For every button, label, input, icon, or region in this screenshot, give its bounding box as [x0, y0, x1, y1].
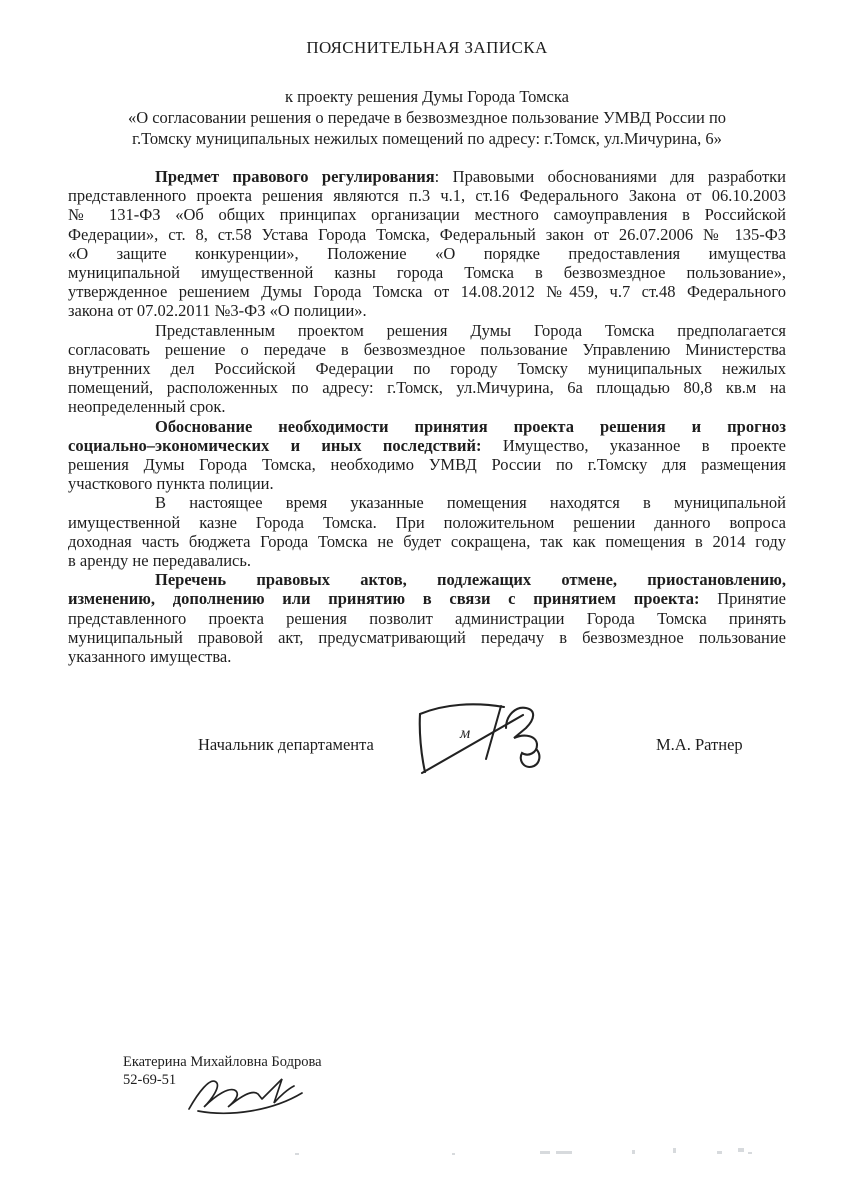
contact-phone: 52-69-51: [123, 1072, 177, 1089]
text-line: закона от 07.02.2011 №3-ФЗ «О полиции».: [68, 301, 367, 321]
document-body: [68, 167, 786, 666]
text-line: Федерации», ст. 8, ст.58 Устава Города Томска, Федеральный закон от 26.07.2006 № 135-ФЗ: [68, 224, 786, 244]
signature-row: [68, 702, 786, 787]
paragraph: [68, 167, 786, 321]
scan-artifact: [717, 1151, 722, 1154]
subtitle-line: г.Томску муниципальных нежилых помещений по адресу: г.Томск, ул.Мичурина, 6»: [132, 129, 722, 148]
paragraph: [68, 417, 786, 494]
scan-artifact: [673, 1148, 676, 1153]
text-line: имущественной казне Города Томска. При положительном решении данного вопроса: [68, 512, 786, 532]
paragraph: [68, 493, 786, 570]
text-line: представленного проекта решения являются п.3 ч.1, ст.16 Федерального Закона от 06.10.2003: [68, 186, 786, 206]
signatory-name: М.А. Ратнер: [656, 735, 743, 755]
paragraph: [68, 321, 786, 417]
text-line: Перечень правовых актов, подлежащих отмене, приостановлению,: [155, 570, 786, 590]
subtitle-line: к проекту решения Думы Города Томска: [285, 87, 569, 106]
text-line: № 131-ФЗ «Об общих принципах организации местного самоуправления в Российской: [68, 205, 786, 225]
text-line: внутренних дел Российской Федерации по городу Томску муниципальных нежилых: [68, 359, 786, 379]
text-line: в аренду не передавались.: [68, 551, 251, 571]
position-label: Начальник департамента: [198, 735, 374, 755]
contact-signature-icon: [186, 1069, 316, 1115]
signature-letter: м: [460, 725, 471, 743]
document-title: ПОЯСНИТЕЛЬНАЯ ЗАПИСКА: [306, 38, 548, 57]
scan-artifact: [738, 1148, 744, 1152]
scan-artifact: [452, 1153, 455, 1155]
text-line: утвержденное решением Думы Города Томска от 14.08.2012 №459, ч.7 ст.48 Федерального: [68, 282, 786, 302]
scan-artifact: [540, 1151, 550, 1154]
text-line: Обоснование необходимости принятия проекта решения и прогноз: [155, 416, 786, 436]
text-line: доходная часть бюджета Города Томска не будет сокращена, так как помещения в 2014 году: [68, 531, 786, 551]
scan-artifact: [556, 1151, 572, 1154]
contact-name: Екатерина Михайловна Бодрова: [123, 1054, 322, 1071]
text-line: Представленным проектом решения Думы Города Томска предполагается: [155, 320, 786, 340]
text-line: указанного имущества.: [68, 647, 232, 667]
text-line: помещений, расположенных по адресу: г.Томск, ул.Мичурина, 6а площадью 80,8 кв.м на: [68, 378, 786, 398]
scan-artifact: [748, 1152, 752, 1154]
text-line: представленного проекта решения позволит администрации Города Томска принять: [68, 608, 786, 628]
text-line: неопределенный срок.: [68, 397, 226, 417]
subtitle-line: «О согласовании решения о передаче в безвозмездное пользование УМВД России по: [127, 108, 727, 127]
scan-artifact: [295, 1153, 299, 1155]
text-line: В настоящее время указанные помещения находятся в муниципальной: [155, 493, 786, 513]
text-line: «О защите конкуренции», Положение «О порядке предоставления имущества: [68, 243, 786, 263]
text-line: решения Думы Города Томска, необходимо УМВД России по г.Томску для размещения: [68, 455, 786, 475]
text-line: муниципальной имущественной казны города Томска в безвозмездное пользование»,: [68, 263, 786, 283]
text-line: изменению, дополнению или принятию в связи с принятием проекта: Принятие: [68, 589, 786, 609]
paragraph: [68, 570, 786, 666]
scan-artifact: [632, 1150, 635, 1154]
text-line: участкового пункта полиции.: [68, 474, 274, 494]
footer-contact: [68, 1053, 786, 1133]
text-line: социально–экономических и иных последствий: Имущество, указанное в проекте: [68, 435, 786, 455]
text-line: Предмет правового регулирования: Правовыми обоснованиями для разработки: [155, 167, 786, 186]
text-line: муниципальный правовой акт, предусматривающий передачу в безвозмездное пользование: [68, 627, 786, 647]
director-signature-icon: [404, 702, 554, 782]
text-line: согласовать решение о передаче в безвозмездное пользование Управлению Министерства: [68, 339, 786, 359]
document-subtitle: [68, 86, 786, 149]
